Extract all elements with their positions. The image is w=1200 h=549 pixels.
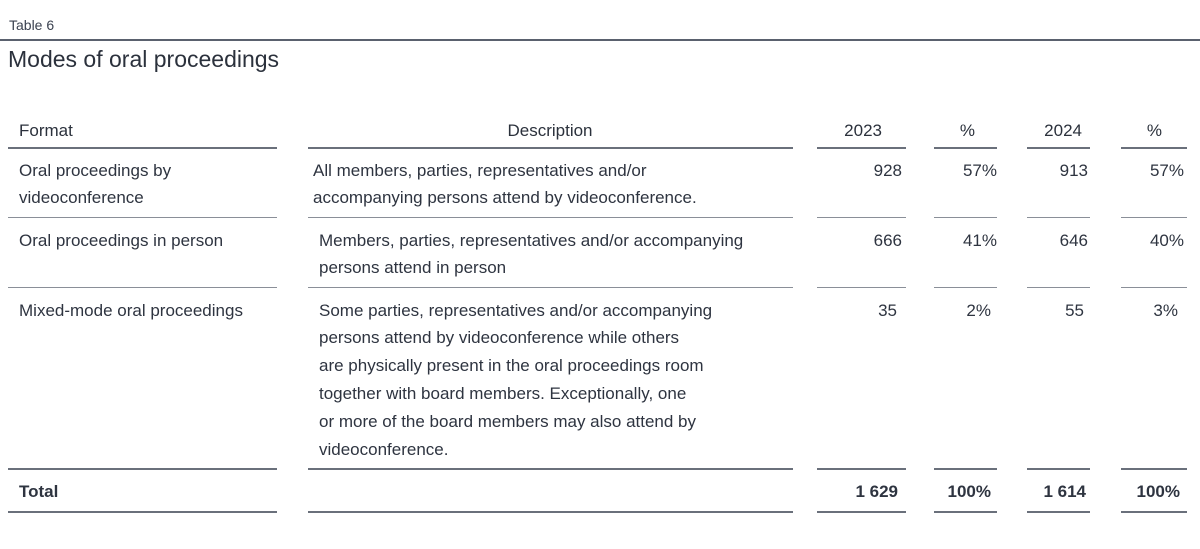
row-3-description-line-4: together with board members. Exceptionally, one <box>319 384 687 403</box>
row-1-description-line-2: accompanying persons attend by videoconference. <box>313 188 697 207</box>
row-1-2024-percent: 57% <box>1149 161 1184 180</box>
row-1-2023: 928 <box>873 161 902 180</box>
row-1-format-line-1: Oral proceedings by <box>19 161 172 180</box>
total-label: Total <box>19 482 59 501</box>
row-2-description-line-2: persons attend in person <box>319 258 507 277</box>
header-2023-percent: % <box>959 121 975 140</box>
total-rule <box>817 511 906 513</box>
header-rule-format <box>8 147 277 149</box>
total-rule <box>934 511 997 513</box>
row-1-rule <box>934 217 997 218</box>
header-2024: 2024 <box>1044 121 1082 140</box>
page-title: Modes of oral proceedings <box>8 46 280 72</box>
row-2-2024-percent: 40% <box>1149 231 1184 250</box>
header-format: Format <box>19 121 73 140</box>
header-rule-description <box>308 147 793 149</box>
row-3-rule <box>308 468 793 470</box>
header-rule-2023 <box>817 147 906 149</box>
total-rule <box>308 511 793 513</box>
row-3-description-line-6: videoconference. <box>319 440 449 459</box>
row-3-2023: 35 <box>878 301 897 320</box>
row-2-rule <box>1121 287 1187 288</box>
total-2024-percent: 100% <box>1136 482 1180 501</box>
row-3-description-line-1: Some parties, representatives and/or accompanying <box>319 301 713 320</box>
total-rule <box>1121 511 1187 513</box>
row-3-description-line-3: are physically present in the oral proceedings room <box>319 356 704 375</box>
total-rule <box>8 511 277 513</box>
row-2-2024: 646 <box>1059 231 1088 250</box>
row-3-rule <box>1121 468 1187 470</box>
table-label: Table 6 <box>9 17 55 33</box>
row-3-2024: 55 <box>1065 301 1084 320</box>
row-3-2024-percent: 3% <box>1153 301 1178 320</box>
row-1-rule <box>1027 217 1090 218</box>
row-1-format-line-2: videoconference <box>19 188 144 207</box>
row-1-rule <box>308 217 793 218</box>
total-2023-percent: 100% <box>947 482 991 501</box>
header-rule-2023-percent <box>934 147 997 149</box>
row-1-description-line-1: All members, parties, representatives and/or <box>313 161 647 180</box>
row-2-format-line-1: Oral proceedings in person <box>19 231 224 250</box>
row-1-2024: 913 <box>1059 161 1088 180</box>
header-rule-2024-percent <box>1121 147 1187 149</box>
row-2-rule <box>1027 287 1090 288</box>
row-3-rule <box>934 468 997 470</box>
row-3-description-line-2: persons attend by videoconference while others <box>319 328 680 347</box>
row-1-2023-percent: 57% <box>962 161 997 180</box>
header-rule-2024 <box>1027 147 1090 149</box>
row-3-2023-percent: 2% <box>966 301 991 320</box>
row-3-rule <box>817 468 906 470</box>
row-1-rule <box>1121 217 1187 218</box>
row-2-rule <box>8 287 277 288</box>
row-3-format-line-1: Mixed-mode oral proceedings <box>19 301 243 320</box>
row-2-rule <box>934 287 997 288</box>
total-rule <box>1027 511 1090 513</box>
top-divider <box>0 39 1200 41</box>
row-2-rule <box>308 287 793 288</box>
row-2-2023: 666 <box>873 231 902 250</box>
header-2024-percent: % <box>1146 121 1162 140</box>
row-2-2023-percent: 41% <box>962 231 997 250</box>
row-1-rule <box>817 217 906 218</box>
row-2-rule <box>817 287 906 288</box>
row-3-description-line-5: or more of the board members may also attend by <box>319 412 697 431</box>
header-2023: 2023 <box>844 121 882 140</box>
row-2-description-line-1: Members, parties, representatives and/or accompanying <box>319 231 744 250</box>
total-2024: 1 614 <box>1043 482 1086 501</box>
row-3-rule <box>8 468 277 470</box>
total-2023: 1 629 <box>855 482 898 501</box>
header-description: Description <box>507 121 593 140</box>
row-1-rule <box>8 217 277 218</box>
row-3-rule <box>1027 468 1090 470</box>
